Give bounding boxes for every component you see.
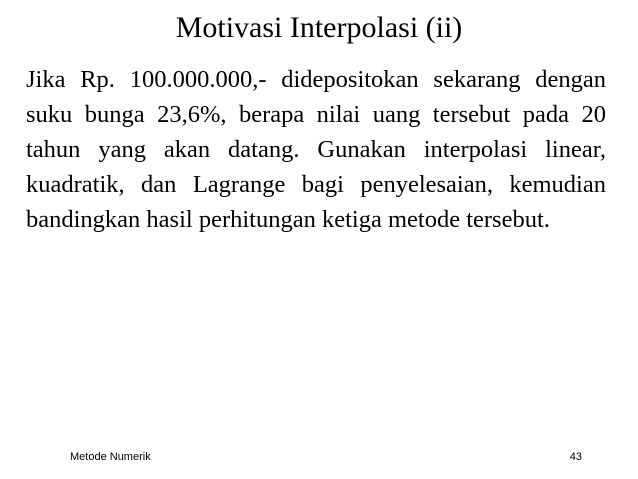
footer-course-name: Metode Numerik xyxy=(70,451,151,463)
page-number: 43 xyxy=(569,451,582,463)
slide-title: Motivasi Interpolasi (ii) xyxy=(175,11,463,44)
problem-statement: Jika Rp. 100.000.000,- didepositokan sekarang dengan suku bunga 23,6%, berapa nilai uang tersebut pada 20 tahun yang akan datang. Gunakan interpolasi linear, kuadratik, dan Lagrange bagi penyelesaian, kemudian bandingkan hasil perhitungan ketiga metode tersebut. xyxy=(26,66,606,233)
